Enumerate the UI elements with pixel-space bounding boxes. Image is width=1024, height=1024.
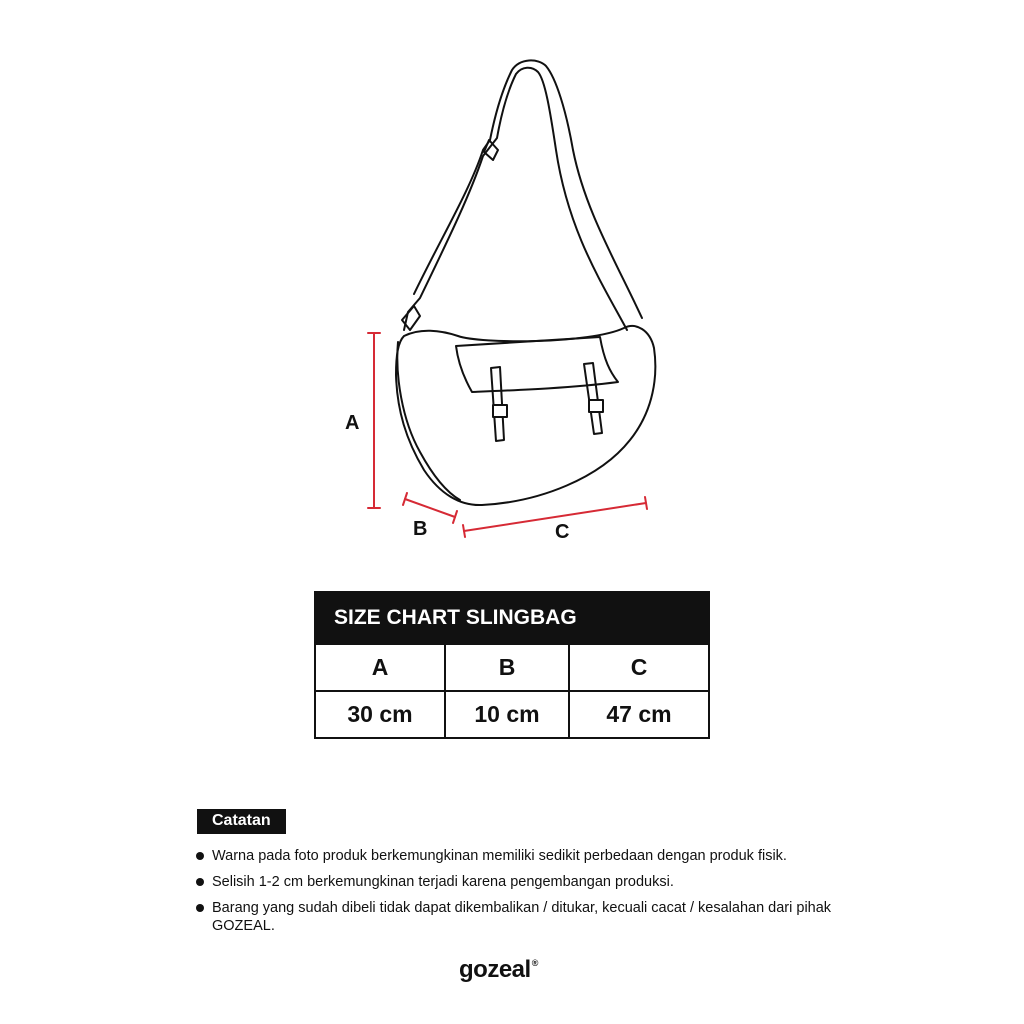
bullet-icon xyxy=(196,878,204,886)
dimension-c-cap-left xyxy=(463,525,465,537)
bag-body xyxy=(396,326,655,505)
header-cell-a: A xyxy=(315,644,445,691)
note-item xyxy=(196,899,836,935)
value-cell-c: 47 cm xyxy=(569,691,709,738)
dimension-c-label: C xyxy=(555,521,570,543)
bag-strap-inner xyxy=(414,60,642,318)
buckle-strap-right xyxy=(584,363,602,434)
buckle-right xyxy=(589,400,603,412)
size-chart-header-row xyxy=(315,644,709,691)
value-cell-b: 10 cm xyxy=(445,691,569,738)
registered-mark-icon: ® xyxy=(531,958,538,968)
note-text: Warna pada foto produk berkemungkinan memiliki sedikit perbedaan dengan produk fisik. xyxy=(212,848,787,864)
header-cell-b: B xyxy=(445,644,569,691)
dimension-b-line xyxy=(405,499,455,517)
notes-badge: Catatan xyxy=(197,809,286,834)
note-item xyxy=(196,847,836,865)
bag-strap xyxy=(404,68,627,330)
dimension-c-cap-right xyxy=(645,497,647,509)
note-item xyxy=(196,873,836,891)
notes-list xyxy=(196,847,836,943)
buckle-left xyxy=(493,405,507,417)
bullet-icon xyxy=(196,852,204,860)
dimension-a-label: A xyxy=(345,412,360,434)
bullet-icon xyxy=(196,904,204,912)
note-text: Barang yang sudah dibeli tidak dapat dikembalikan / ditukar, kecuali cacat / kesalahan dari pihak GOZEAL. xyxy=(212,900,832,934)
brand-name: gozeal xyxy=(459,956,531,983)
note-text: Selisih 1-2 cm berkemungkinan terjadi karena pengembangan produksi. xyxy=(212,874,674,890)
header-cell-c: C xyxy=(569,644,709,691)
size-chart-title: SIZE CHART SLINGBAG xyxy=(315,592,709,644)
size-chart-value-row xyxy=(315,691,709,738)
size-chart-table xyxy=(314,591,710,739)
dimension-b-label: B xyxy=(413,518,428,540)
value-cell-a: 30 cm xyxy=(315,691,445,738)
brand-logo xyxy=(459,956,538,984)
